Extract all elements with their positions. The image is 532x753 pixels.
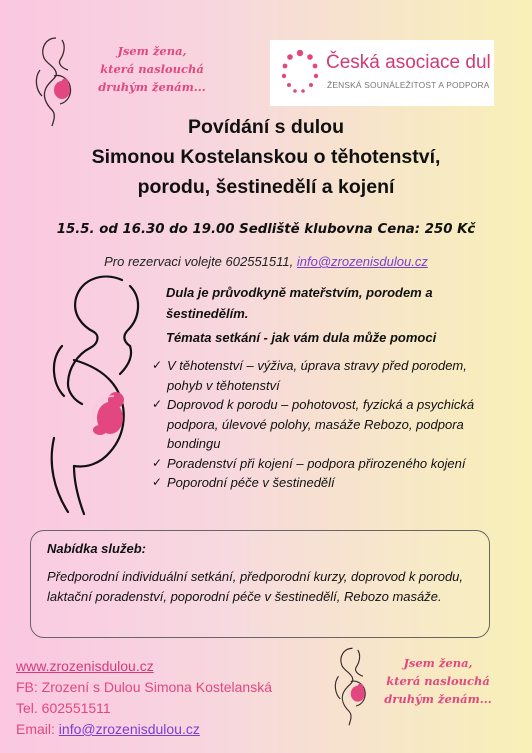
check-icon: ✓ [152, 475, 163, 489]
slogan-line: Jsem žena, [117, 44, 187, 58]
list-item-text: Poporodní péče v šestinedělí [167, 475, 335, 490]
slogan-line: Jsem žena, [403, 656, 473, 670]
topics-heading: Témata setkání - jak vám dula může pomoci [166, 330, 437, 345]
list-item [152, 356, 482, 395]
phone-line: Tel. 602551511 [16, 700, 111, 716]
contact-block [16, 656, 272, 740]
check-icon: ✓ [152, 358, 163, 372]
check-icon: ✓ [152, 397, 163, 411]
reservation-text: Pro rezervaci volejte 602551511, [104, 254, 297, 269]
topics-list [152, 356, 482, 493]
event-details: 15.5. od 16.30 do 19.00 Sedliště klubovna Cena: 250 Kč [56, 222, 476, 237]
pregnant-silhouette-icon [30, 268, 170, 518]
top-left-logo [28, 30, 218, 120]
title-line: Simonou Kostelanskou o těhotenství, [91, 146, 441, 168]
list-item-text: Doprovod k porodu – pohotovost, fyzická a psychická podpora, úlevové polohy, masáže Rebozo, podpora bondingu [167, 397, 475, 451]
email-label: Email: [16, 721, 59, 737]
facebook-line: FB: Zrození s Dulou Simona Kostelanská [16, 679, 273, 695]
slogan-line: která naslouchá [386, 674, 490, 688]
association-logo [270, 40, 494, 106]
pregnant-silhouette [30, 268, 170, 523]
bottom-right-logo [328, 640, 518, 730]
slogan-line: druhým ženám... [384, 692, 492, 706]
services-box [30, 530, 490, 638]
website-link[interactable]: www.zrozenisdulou.cz [16, 658, 154, 674]
services-text: Předporodní individuální setkání, předporodní kurzy, doprovod k porodu, laktační poradenství, poporodní péče v šestinedělí, Rebozo masáže. [47, 569, 464, 604]
slogan [368, 654, 508, 708]
list-item-text: V těhotenství – výživa, úprava stravy před porodem, pohyb v těhotenství [167, 358, 467, 393]
title-line: porodu, šestinedělí a kojení [137, 176, 395, 198]
reservation-email-link[interactable]: info@zrozenisdulou.cz [296, 254, 428, 269]
association-tagline: ŽENSKÁ SOUNÁLEŽITOST A PODPORA [327, 80, 490, 90]
list-item [152, 454, 482, 474]
list-item-text: Poradenství při kojení – podpora přirozeného kojení [167, 455, 466, 471]
list-item [152, 395, 482, 454]
check-icon: ✓ [152, 455, 163, 470]
email-link[interactable]: info@zrozenisdulou.cz [58, 721, 200, 737]
association-dots-icon [278, 48, 322, 98]
association-name: Česká asociace dul [326, 52, 491, 73]
title-line: Povídání s dulou [187, 116, 344, 138]
slogan-line: která naslouchá [100, 62, 204, 76]
page-title [0, 112, 532, 202]
reservation-line [0, 254, 532, 269]
list-item [152, 473, 482, 493]
dula-intro: Dula je průvodkyně mateřstvím, porodem a šestinedělím. [166, 285, 433, 321]
slogan [86, 42, 218, 96]
slogan-line: druhým ženám... [98, 80, 206, 94]
services-heading: Nabídka služeb: [47, 541, 146, 556]
